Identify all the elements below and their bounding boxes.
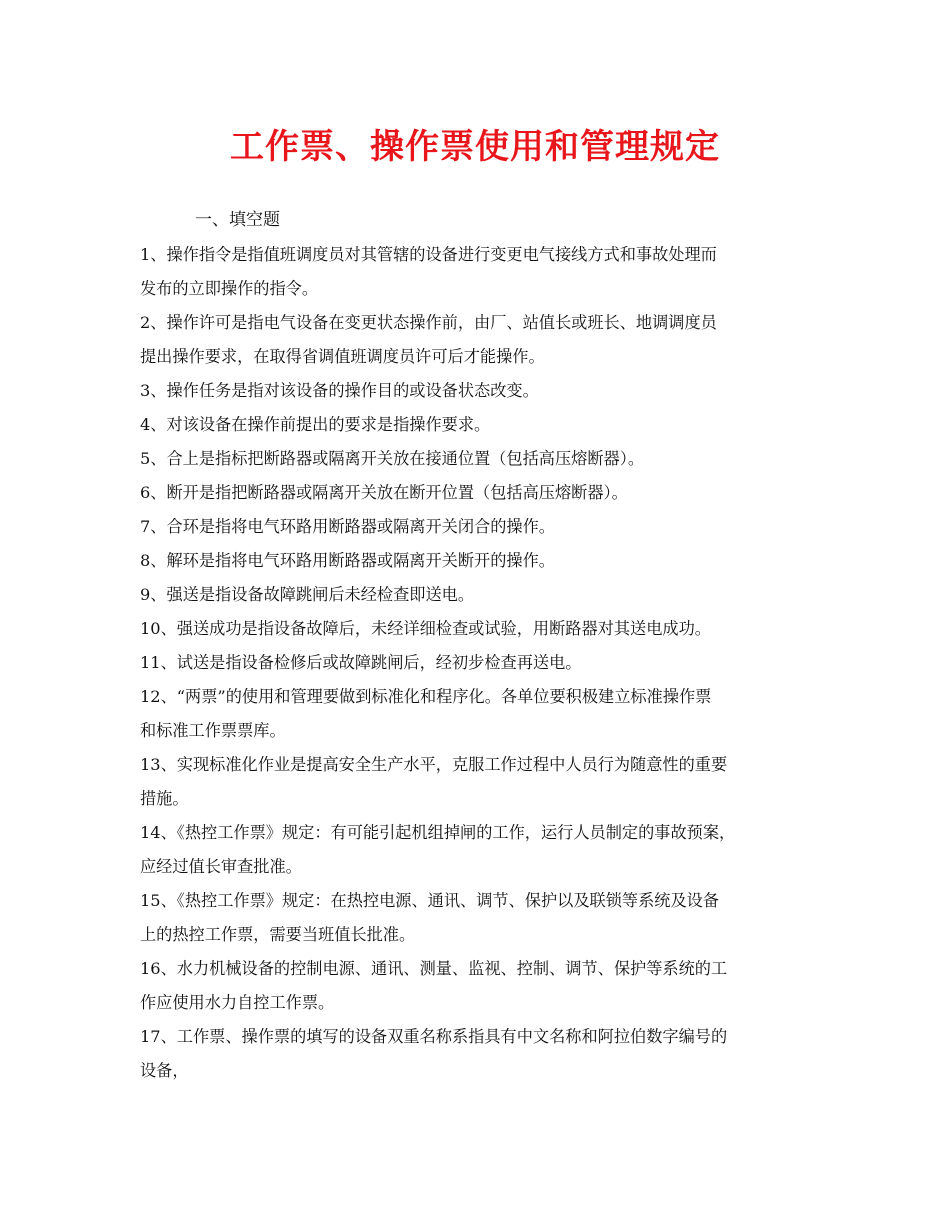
paragraph-line: 上的热控工作票，需要当班值长批准。 xyxy=(140,925,416,944)
paragraph-line: 10、强送成功是指设备故障后，未经详细检查或试验，用断路器对其送电成功。 xyxy=(140,619,711,638)
paragraph-line: 设备， xyxy=(140,1061,189,1080)
paragraph-6 xyxy=(140,476,830,510)
paragraph-13 xyxy=(140,748,830,816)
paragraph-line: 14、《热控工作票》规定：有可能引起机组掉闸的工作，运行人员制定的事故预案， xyxy=(140,823,736,842)
paragraph-line: 15、《热控工作票》规定：在热控电源、通讯、调节、保护以及联锁等系统及设备 xyxy=(140,891,720,910)
paragraph-9 xyxy=(140,578,830,612)
paragraph-14 xyxy=(140,816,830,884)
section-heading: 一、填空题 xyxy=(195,210,280,230)
paragraph-3 xyxy=(140,374,830,408)
paragraph-line: 1、操作指令是指值班调度员对其管辖的设备进行变更电气接线方式和事故处理而 xyxy=(140,245,717,264)
paragraph-line: 2、操作许可是指电气设备在变更状态操作前，由厂、站值长或班长、地调调度员 xyxy=(140,313,717,332)
paragraph-1 xyxy=(140,238,830,306)
paragraph-line: 应经过值长审查批准。 xyxy=(140,857,302,876)
paragraph-11 xyxy=(140,646,830,680)
paragraph-line: 措施。 xyxy=(140,789,189,808)
paragraph-line: 5、合上是指标把断路器或隔离开关放在接通位置（包括高压熔断器）。 xyxy=(140,449,645,468)
paragraph-line: 7、合环是指将电气环路用断路器或隔离开关闭合的操作。 xyxy=(140,517,555,536)
paragraph-5 xyxy=(140,442,830,476)
paragraph-line: 11、试送是指设备检修后或故障跳闸后，经初步检查再送电。 xyxy=(140,653,582,672)
document-body xyxy=(140,238,830,1088)
paragraph-4 xyxy=(140,408,830,442)
paragraph-17 xyxy=(140,1020,830,1088)
paragraph-line: 提出操作要求，在取得省调值班调度员许可后才能操作。 xyxy=(140,347,545,366)
paragraph-line: 作应使用水力自控工作票。 xyxy=(140,993,335,1012)
paragraph-7 xyxy=(140,510,830,544)
paragraph-line: 6、断开是指把断路器或隔离开关放在断开位置（包括高压熔断器）。 xyxy=(140,483,628,502)
paragraph-line: 16、水力机械设备的控制电源、通讯、测量、监视、控制、调节、保护等系统的工 xyxy=(140,959,728,978)
paragraph-line: 17、工作票、操作票的填写的设备双重名称系指具有中文名称和阿拉伯数字编号的 xyxy=(140,1027,728,1046)
paragraph-line: 8、解环是指将电气环路用断路器或隔离开关断开的操作。 xyxy=(140,551,555,570)
paragraph-line: 9、强送是指设备故障跳闸后未经检查即送电。 xyxy=(140,585,475,604)
paragraph-line: 4、对该设备在操作前提出的要求是指操作要求。 xyxy=(140,415,491,434)
paragraph-8 xyxy=(140,544,830,578)
paragraph-line: 13、实现标准化作业是提高安全生产水平，克服工作过程中人员行为随意性的重要 xyxy=(140,755,728,774)
paragraph-line: 12、“两票”的使用和管理要做到标准化和程序化。各单位要积极建立标准操作票 xyxy=(140,687,712,706)
paragraph-line: 3、操作任务是指对该设备的操作目的或设备状态改变。 xyxy=(140,381,539,400)
paragraph-16 xyxy=(140,952,830,1020)
paragraph-12 xyxy=(140,680,830,748)
paragraph-2 xyxy=(140,306,830,374)
paragraph-line: 发布的立即操作的指令。 xyxy=(140,279,319,298)
paragraph-15 xyxy=(140,884,830,952)
document-title: 工作票、操作票使用和管理规定 xyxy=(230,127,720,167)
paragraph-10 xyxy=(140,612,830,646)
paragraph-line: 和标准工作票票库。 xyxy=(140,721,286,740)
